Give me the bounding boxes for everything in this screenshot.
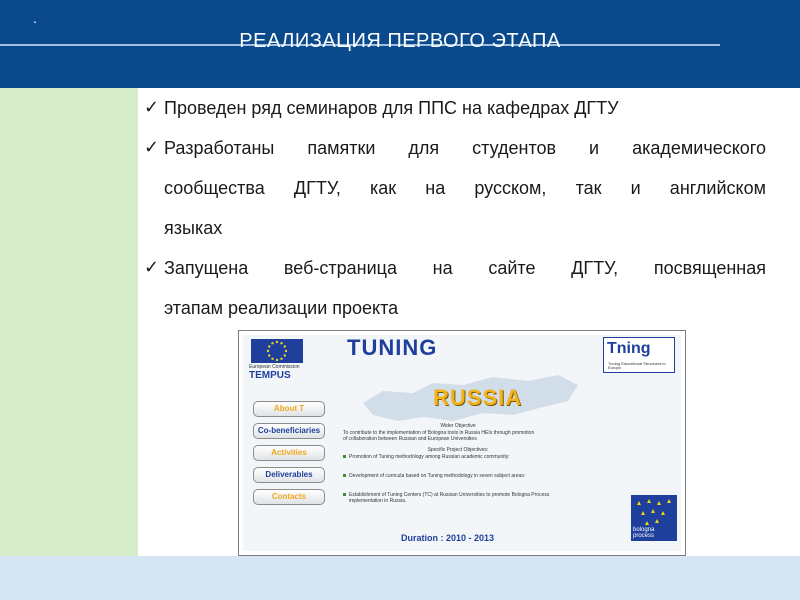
menu-about-button[interactable]: About T	[253, 401, 325, 417]
bologna-label: bologna process	[633, 527, 655, 539]
bullet-text-line-2: этапам реализации проекта	[164, 298, 399, 318]
russia-label: RUSSIA	[433, 385, 523, 410]
tuning-logo-subtitle: Tuning Educational Structures in Europe	[608, 361, 666, 370]
objective-item	[343, 473, 583, 479]
wider-objective-text-1: To contribute to the implementation of Bologna tools in Russia HEIs through promotion	[343, 430, 535, 436]
bullet-text: Проведен ряд семинаров для ППС на кафедрах ДГТУ	[164, 98, 619, 118]
left-green-panel	[0, 88, 138, 556]
duration-label: Duration : 2010 - 2013	[401, 533, 495, 543]
objective-item	[343, 492, 583, 504]
bologna-stars-icon	[631, 495, 677, 529]
bullet-list	[144, 88, 766, 328]
bullet-text-line-1: Запущена веб-страница на сайте ДГТУ, посвященная	[164, 258, 766, 278]
eu-tempus-logo	[249, 339, 307, 379]
eu-flag-icon	[251, 339, 303, 363]
check-icon: ✓	[144, 137, 160, 158]
slide-title: РЕАЛИЗАЦИЯ ПЕРВОГО ЭТАПА	[239, 30, 561, 52]
bullet-text-line-1: Разработаны памятки для студентов и академического	[164, 138, 766, 158]
wider-objective-title: Wider Objective	[440, 423, 476, 429]
bullet-icon	[343, 493, 346, 496]
check-icon: ✓	[144, 97, 160, 118]
check-icon: ✓	[144, 257, 160, 278]
bullet-item-memos	[144, 128, 766, 248]
wider-objective-text-2: of collaboration between Russian and European Universities	[343, 436, 477, 442]
bullet-text-line-2: сообщества ДГТУ, как на русском, так и английском	[164, 178, 766, 198]
menu-cobeneficiaries-button[interactable]: Co-beneficiaries	[253, 423, 325, 439]
bottom-band	[0, 556, 800, 600]
tempus-label: TEMPUS	[249, 370, 291, 381]
objective-item	[343, 454, 583, 460]
bullet-item-webpage	[144, 248, 766, 328]
objective-text: Promotion of Tuning methodology among Russian academic community:	[349, 454, 510, 460]
bullet-icon	[343, 455, 346, 458]
specific-objectives-title: Specific Project Objectives:	[427, 447, 489, 453]
tuning-logo	[603, 337, 675, 373]
tuning-logo-text: Tning	[607, 340, 651, 357]
bullet-icon	[343, 474, 346, 477]
bullet-item-seminars	[144, 88, 766, 128]
website-screenshot	[238, 330, 686, 556]
bullet-text-line-3: языках	[164, 218, 223, 238]
header-bar	[0, 0, 800, 88]
bologna-process-logo	[631, 495, 677, 541]
eu-commission-label: European Commission	[249, 364, 300, 370]
website-canvas	[243, 335, 681, 551]
menu-activities-button[interactable]: Activities	[253, 445, 325, 461]
header-dot: .	[33, 10, 37, 26]
tuning-title: TUNING	[347, 335, 438, 360]
objective-text: Establishment of Tuning Centers (TC) at Russian Universities to promote Bologna Process implementation in Russia.	[349, 492, 550, 504]
objective-text: Development of curricula based on Tuning methodology in seven subject areas:	[349, 473, 526, 479]
menu-deliverables-button[interactable]: Deliverables	[253, 467, 325, 483]
menu-contacts-button[interactable]: Contacts	[253, 489, 325, 505]
